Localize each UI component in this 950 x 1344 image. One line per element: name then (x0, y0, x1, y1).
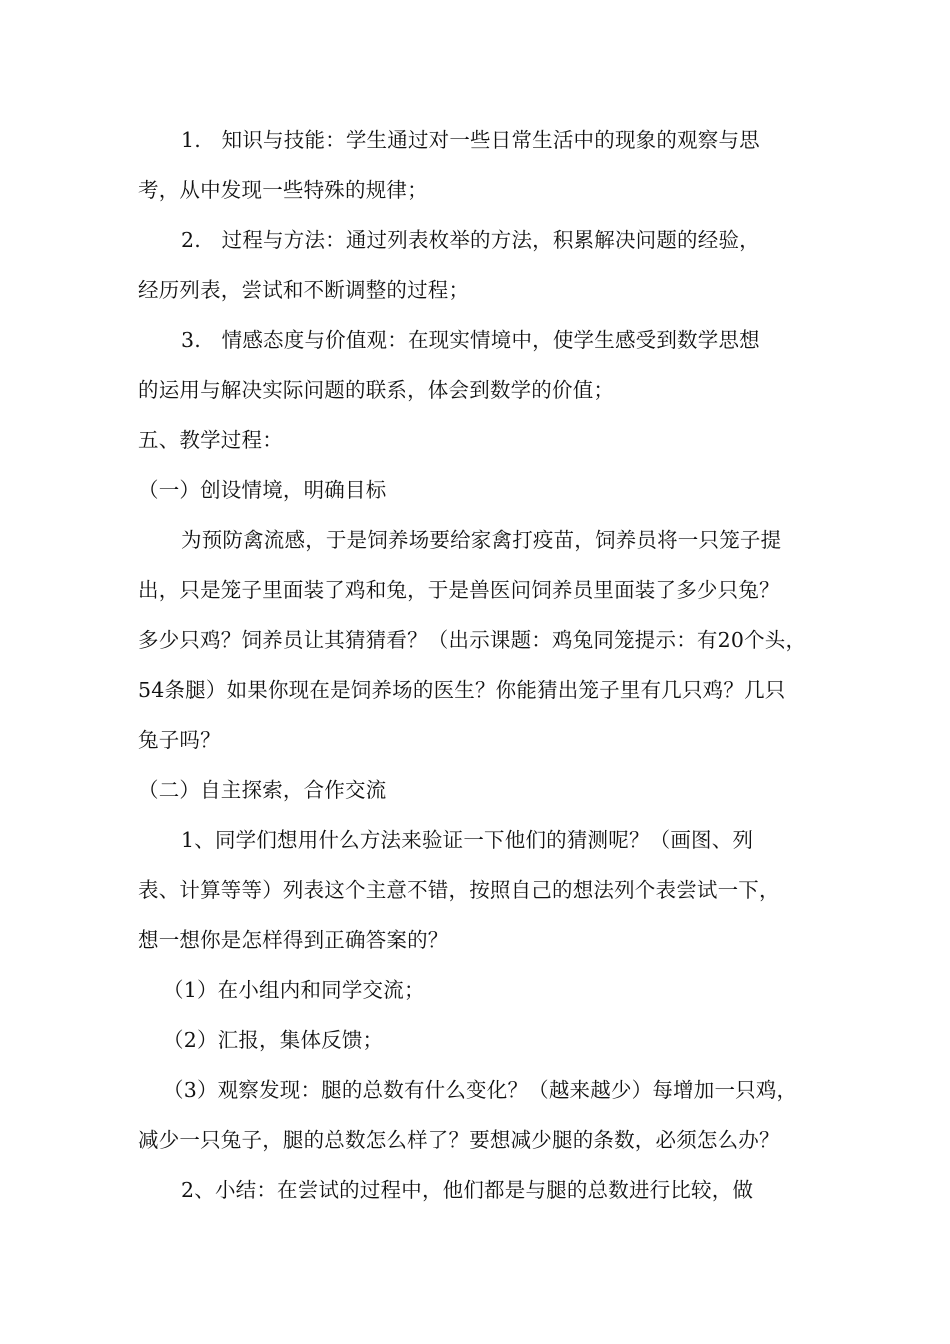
objective-2-line-1: 2. 过程与方法：通过列表枚举的方法，积累解决问题的经验， (181, 228, 760, 252)
scenario-line-4: 54条腿）如果你现在是饲养场的医生？你能猜出笼子里有几只鸡？几只 (138, 678, 786, 702)
objective-3-line-2: 的运用与解决实际问题的联系，体会到数学的价值； (138, 378, 615, 402)
step-3-line-2: 减少一只兔子，腿的总数怎么样了？要想减少腿的条数，必须怎么办？ (138, 1128, 780, 1152)
exploration-line-1: 1、同学们想用什么方法来验证一下他们的猜测呢？（画图、列 (181, 828, 754, 852)
subsection-heading-1: （一）创设情境，明确目标 (138, 478, 387, 502)
objective-1-line-2: 考，从中发现一些特殊的规律； (138, 178, 428, 202)
scenario-line-3: 多少只鸡？饲养员让其猜猜看？（出示课题：鸡兔同笼提示：有20个头， (138, 628, 807, 652)
objective-1-line-1: 1. 知识与技能：学生通过对一些日常生活中的现象的观察与思 (181, 128, 760, 152)
step-3-line-1: （3）观察发现：腿的总数有什么变化？（越来越少）每增加一只鸡， (163, 1078, 798, 1102)
section-heading-teaching-process: 五、教学过程： (138, 428, 283, 452)
scenario-line-1: 为预防禽流感，于是饲养场要给家禽打疫苗，饲养员将一只笼子提 (181, 528, 782, 552)
scenario-line-2: 出，只是笼子里面装了鸡和兔，于是兽医问饲养员里面装了多少只兔？ (138, 578, 780, 602)
step-2: （2）汇报，集体反馈； (163, 1028, 384, 1052)
objective-2-line-2: 经历列表，尝试和不断调整的过程； (138, 278, 470, 302)
objective-3-line-1: 3. 情感态度与价值观：在现实情境中，使学生感受到数学思想 (181, 328, 760, 352)
exploration-line-3: 想一想你是怎样得到正确答案的？ (138, 928, 449, 952)
exploration-line-2: 表、计算等等）列表这个主意不错，按照自己的想法列个表尝试一下， (138, 878, 780, 902)
step-1: （1）在小组内和同学交流； (163, 978, 425, 1002)
summary-line-1: 2、小结：在尝试的过程中，他们都是与腿的总数进行比较，做 (181, 1178, 754, 1202)
scenario-line-5: 兔子吗？ (138, 728, 221, 752)
subsection-heading-2: （二）自主探索，合作交流 (138, 778, 387, 802)
